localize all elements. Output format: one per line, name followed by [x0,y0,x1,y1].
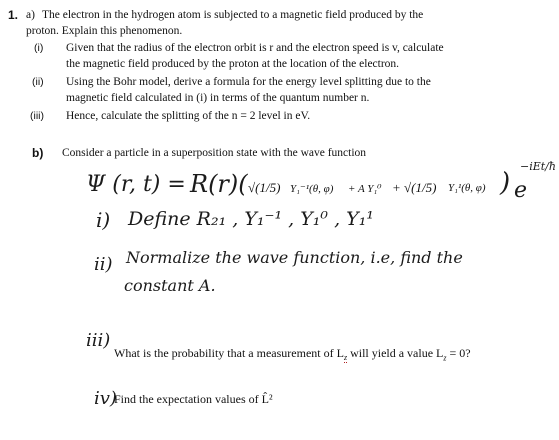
sub-item-label-ii: (ii) [32,76,44,88]
hand-item-i-text: Define R₂₁ , Y₁⁻¹ , Y₁⁰ , Y₁¹ [128,208,374,230]
q-iii-mid: will yield a value L [347,346,444,360]
q-iii-sub2: z [443,353,447,363]
hand-item-i-label: i) [96,208,111,232]
hand-item-iii-label: iii) [86,330,111,351]
hand-item-ii-line1: Normalize the wave function, i.e, find the [126,248,463,267]
part-a-line2: proton. Explain this phenomenon. [26,25,183,37]
hand-item-ii-line2: constant A. [124,276,216,295]
sub-item-ii-line1: Using the Bohr model, derive a formula for the energy level splitting due to the [66,76,431,88]
term3-coef: + √(1/5) [392,180,437,195]
sub-item-i-line2: the magnetic field produced by the proton at the location of the electron. [66,58,400,70]
typed-question-iv: Find the expectation values of L̂² [114,392,273,406]
wavefunction-radial: R(r)( [190,170,248,198]
q-iii-text: What is the probability that a measurement of L [114,346,344,360]
sub-item-ii-line2: magnetic field calculated in (i) in terms of the quantum number n. [66,92,370,104]
sub-item-iii-line1: Hence, calculate the splitting of the n = 2 level in eV. [66,110,311,122]
term3-ylm: Y₁¹(θ, φ) [448,182,486,194]
hand-item-iv-label: iv) [94,388,117,409]
term1-coef: √(1/5) [248,180,281,195]
sub-item-i-line1: Given that the radius of the electron orbit is r and the electron speed is v, calculate [66,42,444,54]
part-b-text: Consider a particle in a superposition state with the wave function [62,147,367,159]
hand-item-ii-label: ii) [94,254,113,275]
q-iii-end: = 0? [446,346,471,360]
wavefunction-close: ) [500,168,511,198]
wavefunction-lhs: Ψ (r, t) = [86,172,186,197]
q-iii-sub: z [343,353,348,363]
exp-base: e [514,178,528,203]
part-b-label: b) [32,146,44,160]
part-a-label: a) [26,9,35,21]
typed-question-iii [114,346,471,365]
part-a-line1: The electron in the hydrogen atom is subjected to a magnetic field produced by the [42,9,424,21]
sub-item-label-i: (i) [34,42,44,54]
exp-power: −iEt/ħ [520,160,556,173]
question-number: 1. [8,8,19,22]
sub-item-label-iii: (iii) [30,110,44,122]
term2: + A Y₁⁰ [348,183,382,195]
term1-ylm: Y₁⁻¹(θ, φ) [290,183,334,195]
